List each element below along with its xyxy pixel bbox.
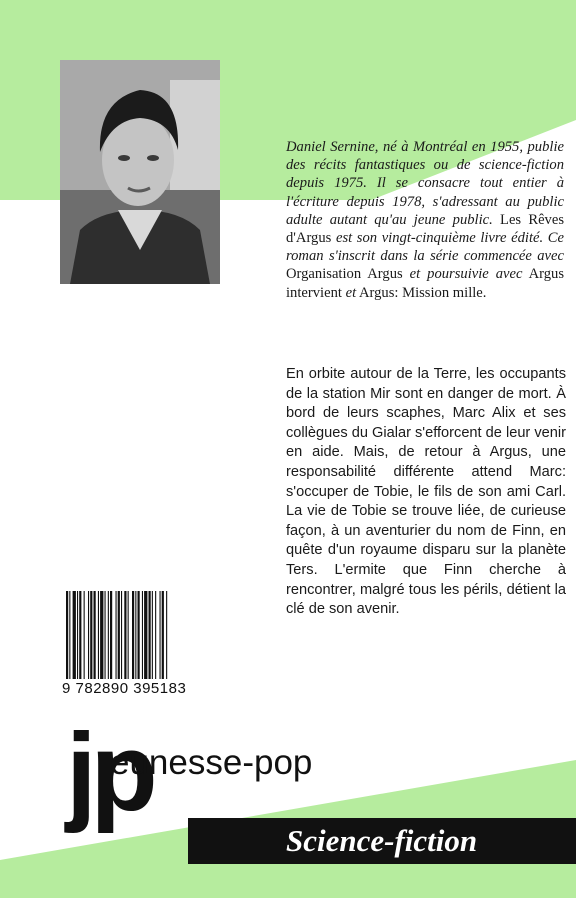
publisher-logo-initials: jp xyxy=(66,711,152,834)
genre-label: Science-fiction xyxy=(286,823,478,858)
series-title-3: Argus: Mission mille. xyxy=(358,284,487,301)
author-biography xyxy=(286,138,564,302)
series-title-2: Argus intervient xyxy=(286,266,565,301)
bio-text-4: et xyxy=(345,284,357,301)
series-name: eunesse-pop xyxy=(110,743,313,782)
barcode-bars xyxy=(66,591,198,679)
author-photo xyxy=(60,60,220,284)
barcode-number: 9 782890 395183 xyxy=(62,680,187,697)
isbn-barcode xyxy=(60,588,203,704)
series-title-1: Organisation Argus xyxy=(286,266,403,283)
genre-banner xyxy=(188,818,576,864)
bio-text-1: Daniel Sernine, né à Montréal en 1955, publie des récits fantastiques ou de science-fiction depuis 1975. Il se consacre tout entier à l'écriture depuis 1978, s'adressant au public adulte autant qu'au jeune public. xyxy=(286,139,564,228)
bio-text-3: et poursuivie avec xyxy=(409,266,523,283)
bio-text-2: est son vingt-cinquième livre édité. Ce roman s'inscrit dans la série commencée avec xyxy=(286,230,564,265)
book-title: Les Rêves d'Argus xyxy=(286,211,565,247)
book-summary: En orbite autour de la Terre, les occupants de la station Mir sont en danger de mort. À bord de leurs scaphes, Marc Alix et ses collègues du Gialar s'efforcent de leur venir en aide. Mais, de retour à Argus, une responsabilité différente attend Marc: s'occuper de Tobie, le fils de son ami Carl. La vie de Tobie se trouve liée, de curieuse façon, à un aventurier du nom de Finn, en quête d'un royaume disparu sur la planète Ters. L'ermite que Finn cherche à rencontrer, malgré tous les périls, détient la clé de son avenir. xyxy=(286,366,566,618)
